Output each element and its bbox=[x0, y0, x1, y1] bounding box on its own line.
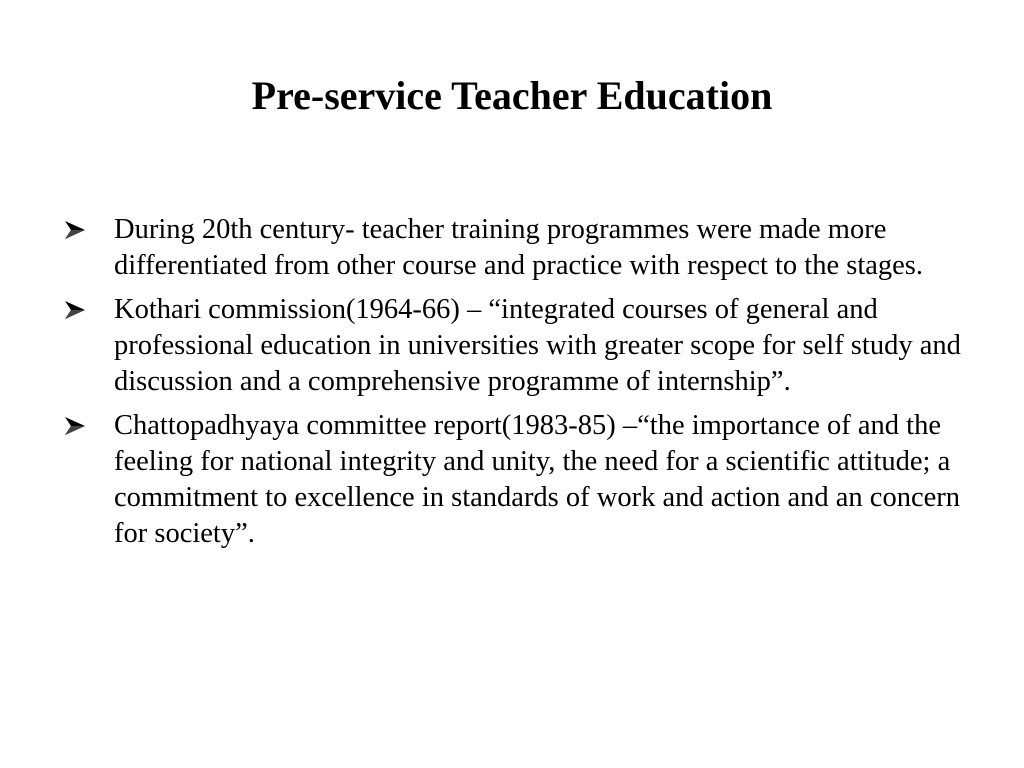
bullet-item bbox=[64, 292, 974, 400]
arrowhead-bullet-icon bbox=[64, 220, 86, 240]
bullet-item bbox=[64, 408, 974, 552]
bullet-text: Chattopadhyaya committee report(1983-85) –“the importance of and the feeling for national integrity and unity, the need for a scientific attitude; a commitment to excellence in standards of work and action and an concern for society”. bbox=[114, 410, 960, 549]
bullet-text: Kothari commission(1964-66) – “integrated courses of general and professional education in universities with greater scope for self study and discussion and a comprehensive programme of internship”. bbox=[114, 294, 961, 397]
slide-title: Pre-service Teacher Education bbox=[251, 73, 773, 118]
bullet-text: During 20th century- teacher training programmes were made more differentiated from other course and practice with respect to the stages. bbox=[114, 214, 924, 281]
bullet-list bbox=[64, 212, 974, 560]
arrowhead-bullet-icon bbox=[64, 416, 86, 436]
bullet-item bbox=[64, 212, 974, 284]
arrowhead-bullet-icon bbox=[64, 300, 86, 320]
